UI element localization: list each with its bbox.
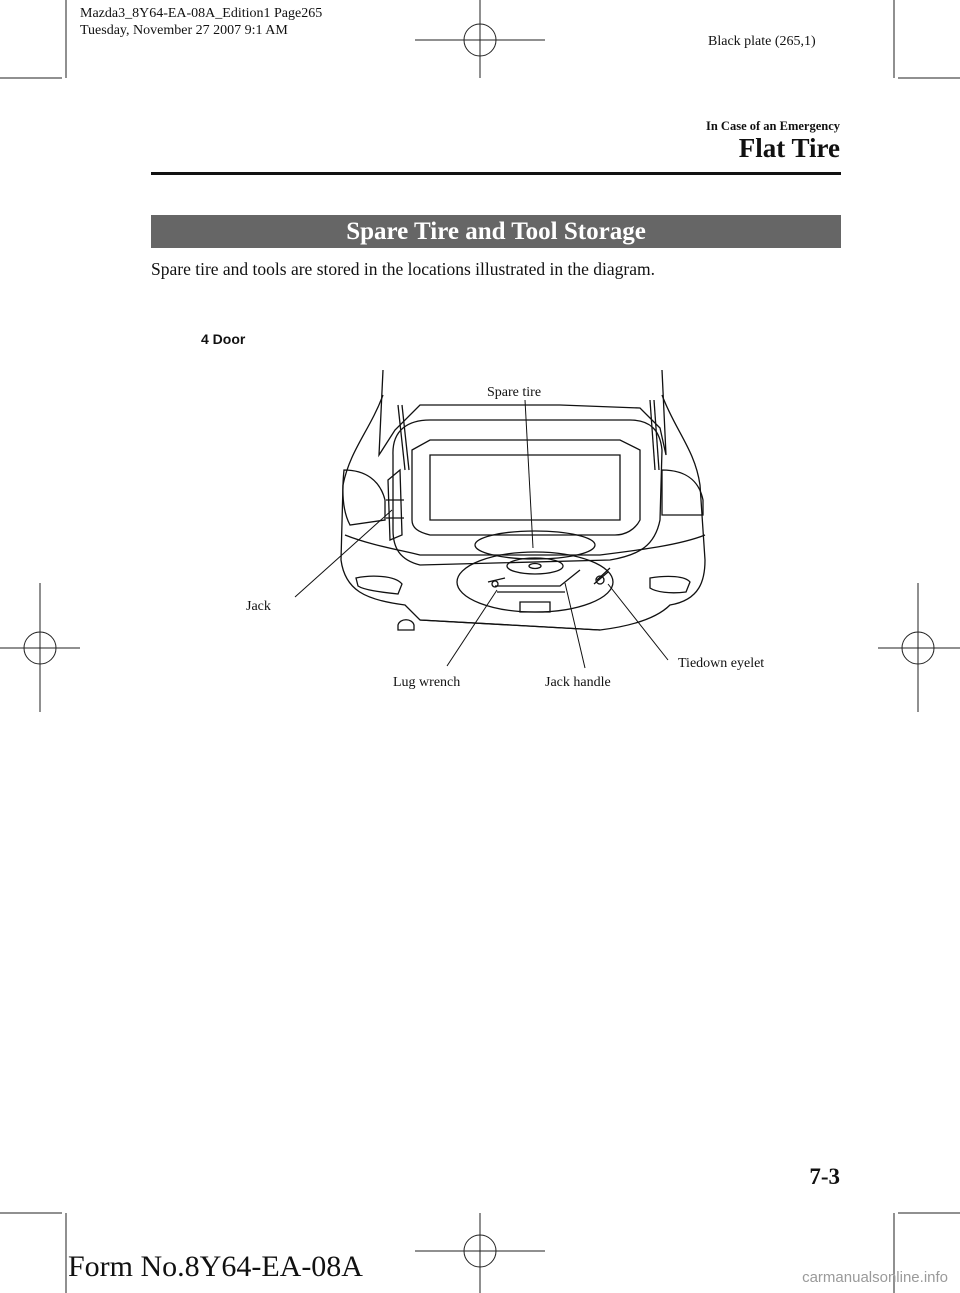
section-heading-banner: Spare Tire and Tool Storage: [151, 215, 841, 248]
callout-lug-wrench: Lug wrench: [393, 675, 461, 690]
callout-jack-handle: Jack handle: [545, 675, 611, 690]
print-file-line: Mazda3_8Y64-EA-08A_Edition1 Page265: [80, 6, 323, 21]
callout-tiedown-eyelet: Tiedown eyelet: [678, 656, 765, 671]
callout-spare-tire: Spare tire: [487, 385, 542, 400]
page-number: 7-3: [809, 1164, 840, 1189]
page-title: Flat Tire: [738, 133, 840, 163]
print-date-line: Tuesday, November 27 2007 9:1 AM: [80, 23, 288, 38]
intro-paragraph: Spare tire and tools are stored in the locations illustrated in the diagram.: [151, 259, 655, 279]
plate-label: Black plate (265,1): [708, 34, 816, 49]
watermark: carmanualsonline.info: [802, 1269, 948, 1286]
section-label: In Case of an Emergency: [705, 119, 840, 133]
callout-jack: Jack: [246, 599, 271, 614]
form-number: Form No.8Y64-EA-08A: [68, 1250, 363, 1283]
figure-variant-label: 4 Door: [201, 331, 246, 347]
